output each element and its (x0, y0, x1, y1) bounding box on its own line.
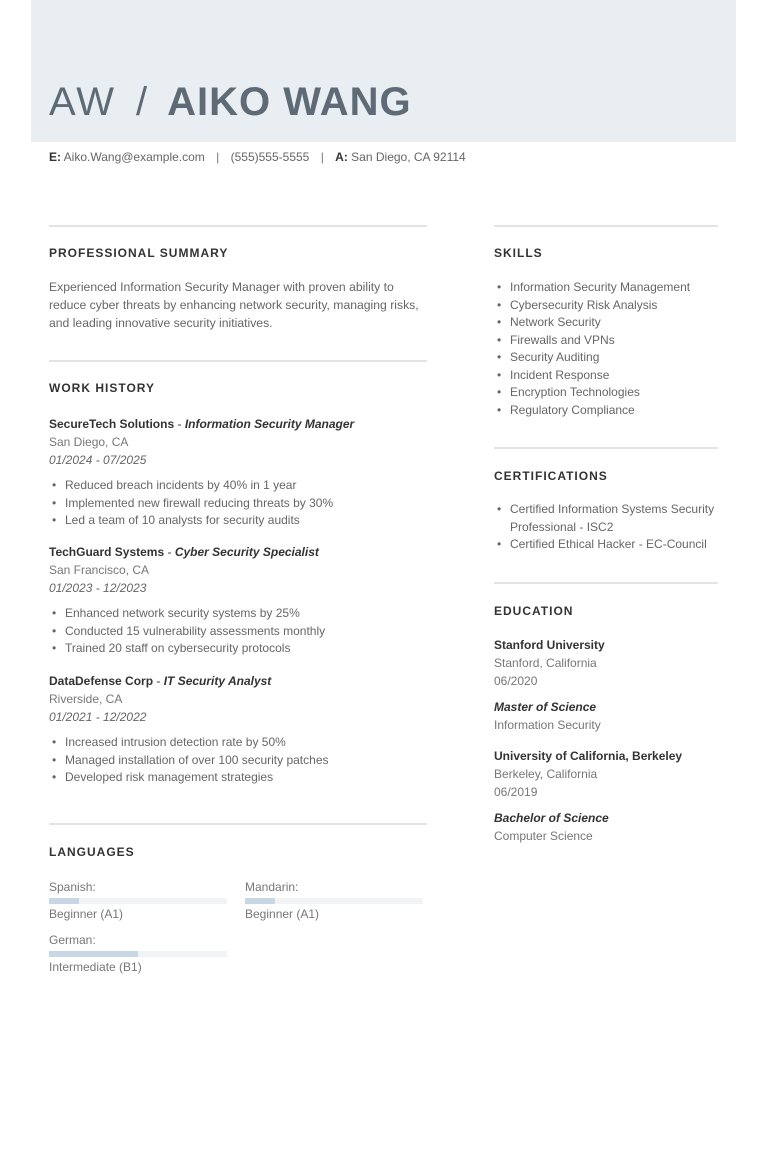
language-name: Mandarin: (245, 880, 299, 894)
contact-separator: | (320, 150, 324, 164)
list-item: • Trained 20 staff on cybersecurity protocols (49, 640, 429, 658)
language-bar (245, 898, 423, 904)
field-of-study: Information Security (494, 718, 601, 732)
job-dash: - (153, 674, 164, 688)
certifications-list (494, 501, 724, 554)
language-bar (49, 898, 227, 904)
languages-title: LANGUAGES (49, 845, 135, 859)
language-name: Spanish: (49, 880, 96, 894)
list-item: • Developed risk management strategies (49, 769, 429, 787)
contact-separator: | (216, 150, 220, 164)
education-title: EDUCATION (494, 604, 574, 618)
language-bar-fill (245, 898, 275, 904)
list-item: • Certified Ethical Hacker - EC-Council (494, 536, 724, 554)
section-divider (494, 225, 718, 227)
list-item: • Implemented new firewall reducing threats by 30% (49, 495, 429, 513)
address: San Diego, CA 92114 (351, 150, 466, 164)
section-divider (494, 447, 718, 449)
initials: AW (49, 80, 116, 124)
job-role: Cyber Security Specialist (174, 545, 319, 559)
job-location: San Diego, CA (49, 435, 129, 449)
job-dash: - (164, 545, 175, 559)
job-location: Riverside, CA (49, 692, 123, 706)
job-heading (49, 543, 429, 561)
field-of-study: Computer Science (494, 829, 593, 843)
language-item (49, 932, 227, 975)
school-name: Stanford University (494, 638, 605, 652)
language-bar-fill (49, 898, 79, 904)
degree: Bachelor of Science (494, 811, 609, 825)
list-item: • Led a team of 10 analysts for security audits (49, 512, 429, 530)
language-name: German: (49, 933, 96, 947)
language-item (245, 879, 423, 922)
graduation-date: 06/2020 (494, 674, 538, 688)
job-company: SecureTech Solutions (49, 417, 175, 431)
list-item: • Encryption Technologies (494, 384, 724, 402)
name-line (49, 80, 412, 132)
contact-line (49, 150, 466, 164)
list-item: • Managed installation of over 100 security patches (49, 752, 429, 770)
summary-title: PROFESSIONAL SUMMARY (49, 246, 229, 260)
education-entry (494, 636, 724, 734)
job-company: TechGuard Systems (49, 545, 165, 559)
language-level: Beginner (A1) (245, 907, 320, 921)
job-heading (49, 672, 429, 690)
job-role: IT Security Analyst (163, 674, 272, 688)
job-entry (49, 543, 429, 658)
language-bar-fill (49, 951, 138, 957)
school-name: University of California, Berkeley (494, 749, 683, 763)
job-role: Information Security Manager (184, 417, 355, 431)
graduation-date: 06/2019 (494, 785, 538, 799)
language-bar (49, 951, 227, 957)
job-dash: - (174, 417, 185, 431)
job-dates: 01/2021 - 12/2022 (49, 710, 147, 724)
list-item: • Reduced breach incidents by 40% in 1 year (49, 477, 429, 495)
list-item: • Increased intrusion detection rate by 50% (49, 734, 429, 752)
job-company: DataDefense Corp (49, 674, 154, 688)
job-heading (49, 415, 429, 433)
job-location: San Francisco, CA (49, 563, 150, 577)
language-level: Beginner (A1) (49, 907, 124, 921)
skills-list (494, 279, 724, 419)
list-item: • Enhanced network security systems by 25% (49, 605, 429, 623)
phone[interactable]: (555)555-5555 (230, 150, 310, 164)
job-bullets (49, 477, 429, 530)
section-divider (494, 582, 718, 584)
list-item: • Certified Information Systems Security Professional - ISC2 (494, 501, 724, 536)
list-item: • Security Auditing (494, 349, 724, 367)
job-dates: 01/2024 - 07/2025 (49, 453, 147, 467)
list-item: • Information Security Management (494, 279, 724, 297)
email-label: E: (49, 150, 61, 164)
job-entry (49, 415, 429, 530)
section-divider (49, 225, 427, 227)
education-entry (494, 747, 724, 845)
list-item: • Cybersecurity Risk Analysis (494, 297, 724, 315)
work-history-title: WORK HISTORY (49, 381, 156, 395)
section-divider (49, 360, 427, 362)
list-item: • Firewalls and VPNs (494, 332, 724, 350)
language-level: Intermediate (B1) (49, 960, 142, 974)
job-bullets (49, 605, 429, 658)
school-location: Stanford, California (494, 656, 597, 670)
list-item: • Regulatory Compliance (494, 402, 724, 420)
email[interactable]: Aiko.Wang@example.com (63, 150, 205, 164)
degree: Master of Science (494, 700, 597, 714)
certifications-title: CERTIFICATIONS (494, 469, 608, 483)
address-label: A: (335, 150, 348, 164)
full-name: AIKO WANG (167, 80, 412, 124)
skills-title: SKILLS (494, 246, 543, 260)
job-dates: 01/2023 - 12/2023 (49, 581, 147, 595)
list-item: • Incident Response (494, 367, 724, 385)
section-divider (49, 823, 427, 825)
name-separator: / (135, 80, 148, 124)
job-entry (49, 672, 429, 787)
job-bullets (49, 734, 429, 787)
summary-text: Experienced Information Security Manager with proven ability to reduce cyber threats by enhancing network security, managing risks, and leading innovative security initiatives. (49, 280, 419, 330)
school-location: Berkeley, California (494, 767, 598, 781)
list-item: • Conducted 15 vulnerability assessments monthly (49, 623, 429, 641)
language-item (49, 879, 227, 922)
list-item: • Network Security (494, 314, 724, 332)
